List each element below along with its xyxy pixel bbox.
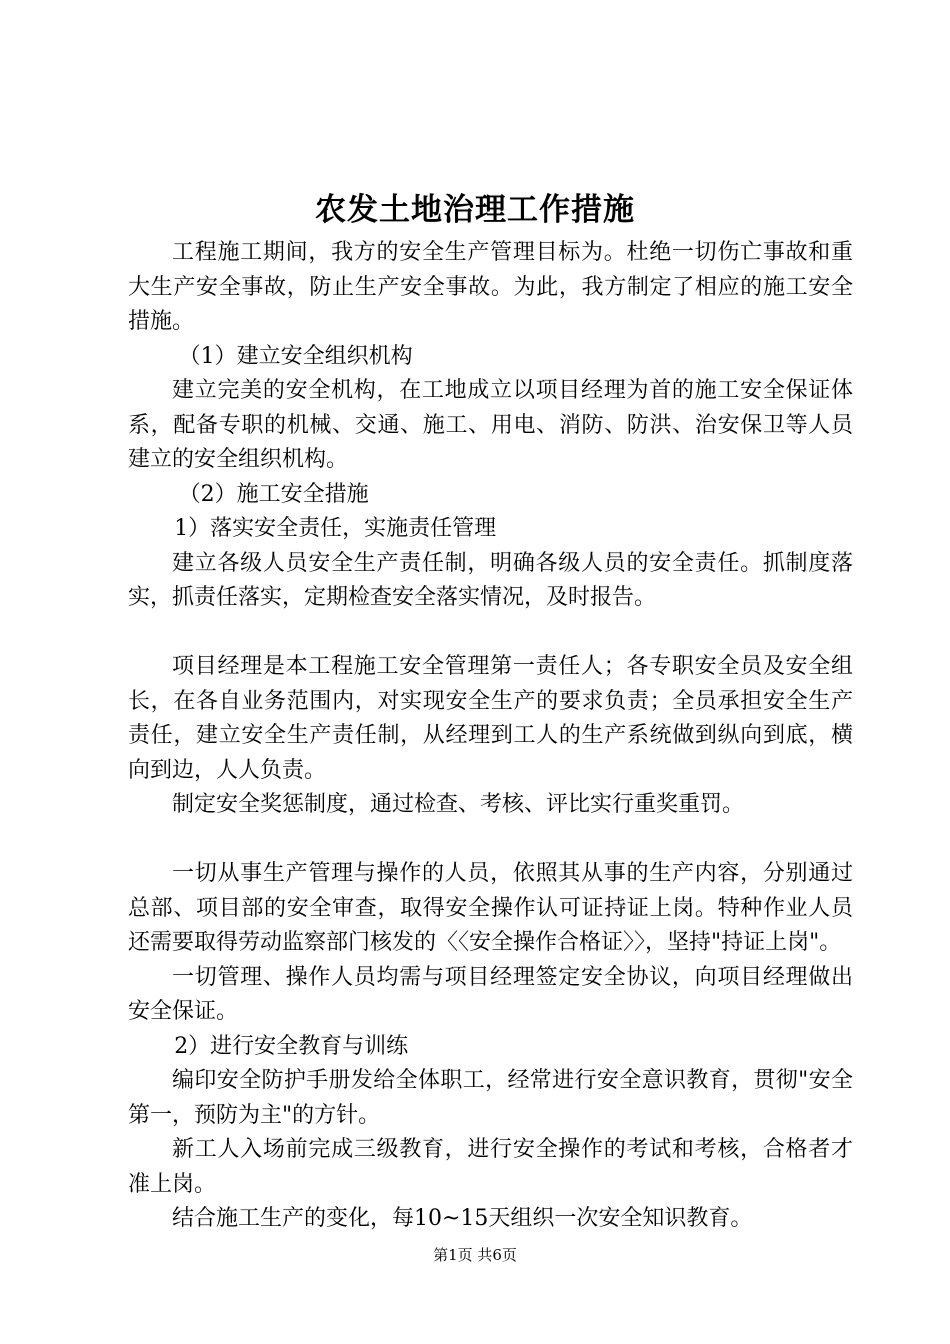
blank-line [128,616,853,651]
paragraph-responsibility: 建立各级人员安全生产责任制，明确各级人员的安全责任。抓制度落实，抓责任落实，定期检查安全落实情况，及时报告。 [128,550,853,610]
paragraph-intro: 工程施工期间，我方的安全生产管理目标为。杜绝一切伤亡事故和重大生产安全事故，防止生产安全事故。为此，我方制定了相应的施工安全措施。 [128,240,853,334]
section-heading-1: （1）建立安全组织机构 [178,343,413,369]
paragraph-certification: 一切从事生产管理与操作的人员，依照其从事的生产内容，分别通过总部、项目部的安全审查，取得安全操作认可证持证上岗。特种作业人员还需要取得劳动监察部门核发的〈〈安全操作合格证〉〉，坚持"持证上岗"。 [128,861,853,955]
subsection-heading-1: 1）落实安全责任，实施责任管理 [174,516,497,541]
paragraph-agreement: 一切管理、操作人员均需与项目经理签定安全协议，向项目经理做出安全保证。 [128,964,853,1024]
section-heading-2: （2）施工安全措施 [178,481,369,507]
paragraph-rewards: 制定安全奖惩制度，通过检查、考核、评比实行重奖重罚。 [172,792,745,817]
paragraph-manager: 项目经理是本工程施工安全管理第一责任人；各专职安全员及安全组长，在各自业务范围内，对实现安全生产的要求负责；全员承担安全生产责任，建立安全生产责任制，从经理到工人的生产系统做到纵向到底，横向到边，人人负责。 [128,654,853,783]
blank-line [128,823,853,858]
paragraph-periodic-education: 结合施工生产的变化，每10~15天组织一次安全知识教育。 [172,1206,753,1231]
paragraph-handbook: 编印安全防护手册发给全体职工，经常进行安全意识教育，贯彻"安全第一，预防为主"的方针。 [128,1068,853,1128]
document-body [128,236,853,1237]
paragraph-org: 建立完美的安全机构，在工地成立以项目经理为首的施工安全保证体系，配备专职的机械、交通、施工、用电、消防、防洪、治安保卫等人员建立的安全组织机构。 [128,378,853,472]
paragraph-new-workers: 新工人入场前完成三级教育，进行安全操作的考试和考核，合格者才准上岗。 [128,1137,853,1197]
document-title: 农发土地治理工作措施 [315,192,635,228]
subsection-heading-2: 2）进行安全教育与训练 [174,1033,409,1059]
page-number: 第1页 共6页 [433,1246,517,1264]
